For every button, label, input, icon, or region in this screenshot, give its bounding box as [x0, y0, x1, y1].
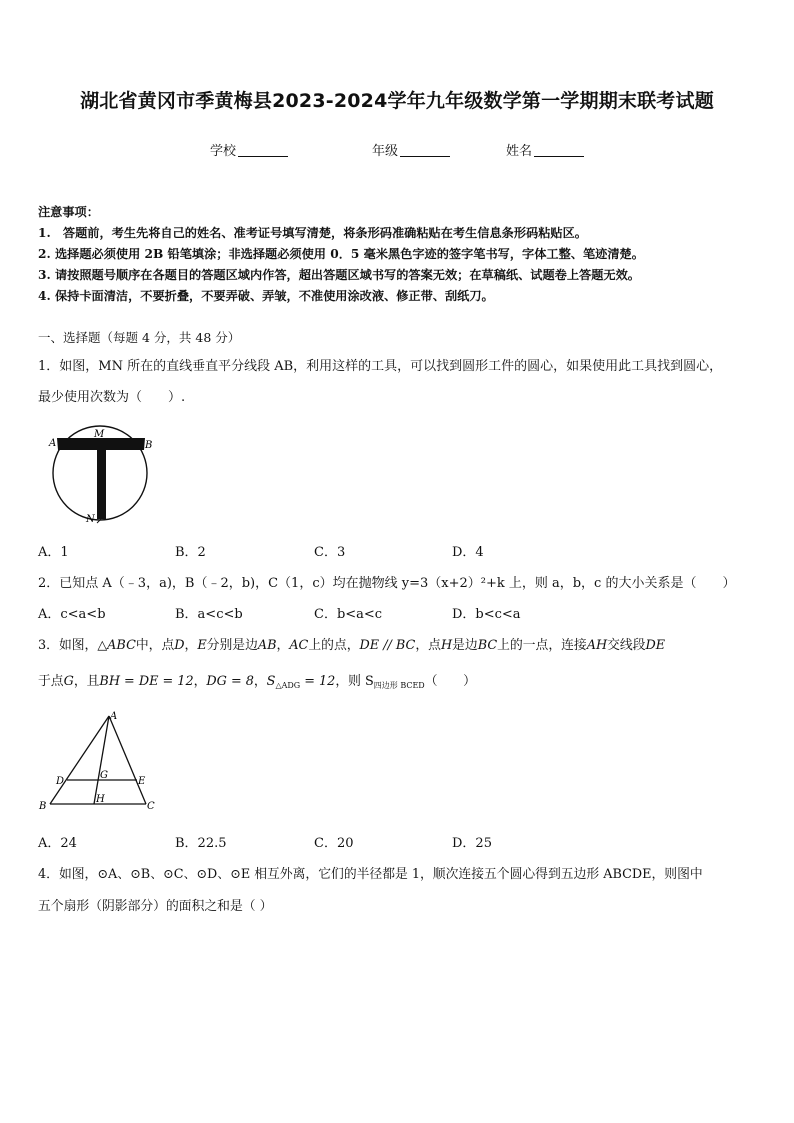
q3-side-ac — [109, 716, 146, 804]
q3-label-g: G — [100, 770, 108, 781]
q3-label-d: D — [56, 776, 65, 787]
q3-option-a[interactable]: A．24 — [38, 836, 77, 851]
notice-item: 4. 保持卡面清洁，不要折叠，不要弄破、弄皱，不准使用涂改液、修正带、刮纸刀。 — [38, 289, 494, 303]
q1-option-a[interactable]: A．1 — [38, 545, 69, 560]
q3-math: DE // BC — [359, 638, 416, 653]
q3-math: AB — [257, 638, 277, 653]
q3-label-c: C — [147, 801, 155, 812]
q3-math: H — [440, 638, 453, 653]
q3-math: BC — [477, 638, 498, 653]
notice-item: 3. 请按照题号顺序在各题目的答题区域内作答，超出答题区域书写的答案无效；在草稿纸、试题卷上答题无效。 — [38, 268, 640, 282]
q3-text: ， — [253, 674, 267, 689]
q1-figure — [44, 420, 164, 530]
q3-math: E — [197, 638, 207, 653]
q3-text: 交线段 — [607, 638, 646, 653]
q3-math: BH = DE = 12 — [99, 674, 194, 689]
q3-math: △ABC — [97, 638, 136, 653]
q3-text: ，且 — [73, 674, 100, 689]
grade-blank — [400, 144, 450, 157]
q1-option-d[interactable]: D．4 — [452, 545, 484, 560]
q3-text: 3．如图， — [38, 638, 98, 653]
q3-math: D — [174, 638, 185, 653]
q3-side-ab — [50, 716, 109, 804]
q1-label-m: M — [94, 429, 105, 440]
name-label: 姓名 — [506, 144, 533, 159]
grade-field — [372, 140, 450, 159]
q3-text: 上的点， — [308, 638, 360, 653]
q3-option-d[interactable]: D．25 — [452, 836, 492, 851]
q1-option-b[interactable]: B．2 — [175, 545, 206, 560]
q3-math: = 12 — [300, 674, 336, 689]
school-field — [210, 140, 288, 159]
q3-text: ，则 S — [335, 674, 374, 689]
q1-option-c[interactable]: C．3 — [314, 545, 346, 560]
q3-label-a: A — [110, 711, 118, 722]
notice-item: 2. 选择题必须使用 2B 铅笔填涂；非选择题必须使用 0．5 毫米黑色字迹的签字笔书写，字体工整、笔迹清楚。 — [38, 247, 644, 261]
grade-label: 年级 — [372, 144, 399, 159]
q1-label-a: A — [49, 438, 57, 449]
q3-label-h: H — [96, 794, 105, 805]
school-blank — [238, 144, 288, 157]
q3-math: AH — [586, 638, 608, 653]
notice-heading: 注意事项： — [38, 205, 99, 219]
q3-option-b[interactable]: B．22.5 — [175, 836, 227, 851]
q3-math: DE — [645, 638, 666, 653]
q3-text: ，点 — [415, 638, 441, 653]
q2-option-a[interactable]: A．c<a<b — [38, 607, 106, 622]
q2-option-d[interactable]: D．b<c<a — [452, 607, 521, 622]
q3-subscript: △ADG — [275, 681, 301, 690]
exam-title: 湖北省黄冈市季黄梅县2023-2024学年九年级数学第一学期期末联考试题 — [80, 90, 714, 112]
q3-text: ， — [193, 674, 207, 689]
school-label: 学校 — [210, 144, 237, 159]
q3-text: （ ） — [424, 674, 476, 689]
q3-math: G — [63, 674, 74, 689]
q3-label-e: E — [138, 776, 146, 787]
q3-text: 于点 — [38, 674, 64, 689]
section-heading: 一、选择题（每题 4 分，共 48 分） — [38, 330, 241, 345]
q3-math: S — [266, 674, 276, 689]
q1-label-b: B — [145, 440, 153, 451]
q3-math: AC — [289, 638, 309, 653]
q2-option-b[interactable]: B．a<c<b — [175, 607, 243, 622]
q3-subscript: 四边形 BCED — [373, 681, 425, 690]
q4-text-line1: 4．如图，⊙A、⊙B、⊙C、⊙D、⊙E 相互外离，它们的半径都是 1，顺次连接五个圆心得到五边形 ABCDE，则图中 — [38, 867, 703, 882]
name-field — [506, 140, 584, 159]
q3-text: 中，点 — [135, 638, 175, 653]
q3-text: 上的一点，连接 — [497, 638, 587, 653]
name-blank — [534, 144, 584, 157]
q3-text: 是边 — [452, 638, 478, 653]
q1-tool-stem — [97, 449, 106, 519]
q3-math: DG = 8 — [206, 674, 254, 689]
q3-text: 分别是边 — [206, 638, 258, 653]
q3-text-line2 — [38, 670, 476, 691]
notice-item: 1. 答题前，考生先将自己的姓名、准考证号填写清楚，将条形码准确粘贴在考生信息条形码粘贴区。 — [38, 226, 587, 240]
q1-text-line1: 1．如图，MN 所在的直线垂直平分线段 AB，利用这样的工具，可以找到圆形工件的圆心，如果使用此工具找到圆心， — [38, 359, 723, 374]
q3-figure — [36, 706, 166, 816]
q4-text-line2: 五个扇形（阴影部分）的面积之和是（ ） — [38, 899, 273, 914]
q1-label-n: N — [86, 514, 95, 525]
q2-option-c[interactable]: C．b<a<c — [314, 607, 383, 622]
q2-text: 2．已知点 A（﹣3，a)，B（﹣2，b)，C（1，c）均在抛物线 y=3（x+2）²+k 上，则 a，b，c 的大小关系是（ ） — [38, 576, 736, 591]
q3-text: ， — [184, 638, 198, 653]
q3-label-b: B — [39, 801, 47, 812]
q3-option-c[interactable]: C．20 — [314, 836, 354, 851]
q3-segment-ah — [94, 716, 109, 804]
q3-text-line1 — [38, 634, 665, 653]
q1-text-line2: 最少使用次数为（ ）. — [38, 390, 186, 405]
q3-text: ， — [276, 638, 290, 653]
